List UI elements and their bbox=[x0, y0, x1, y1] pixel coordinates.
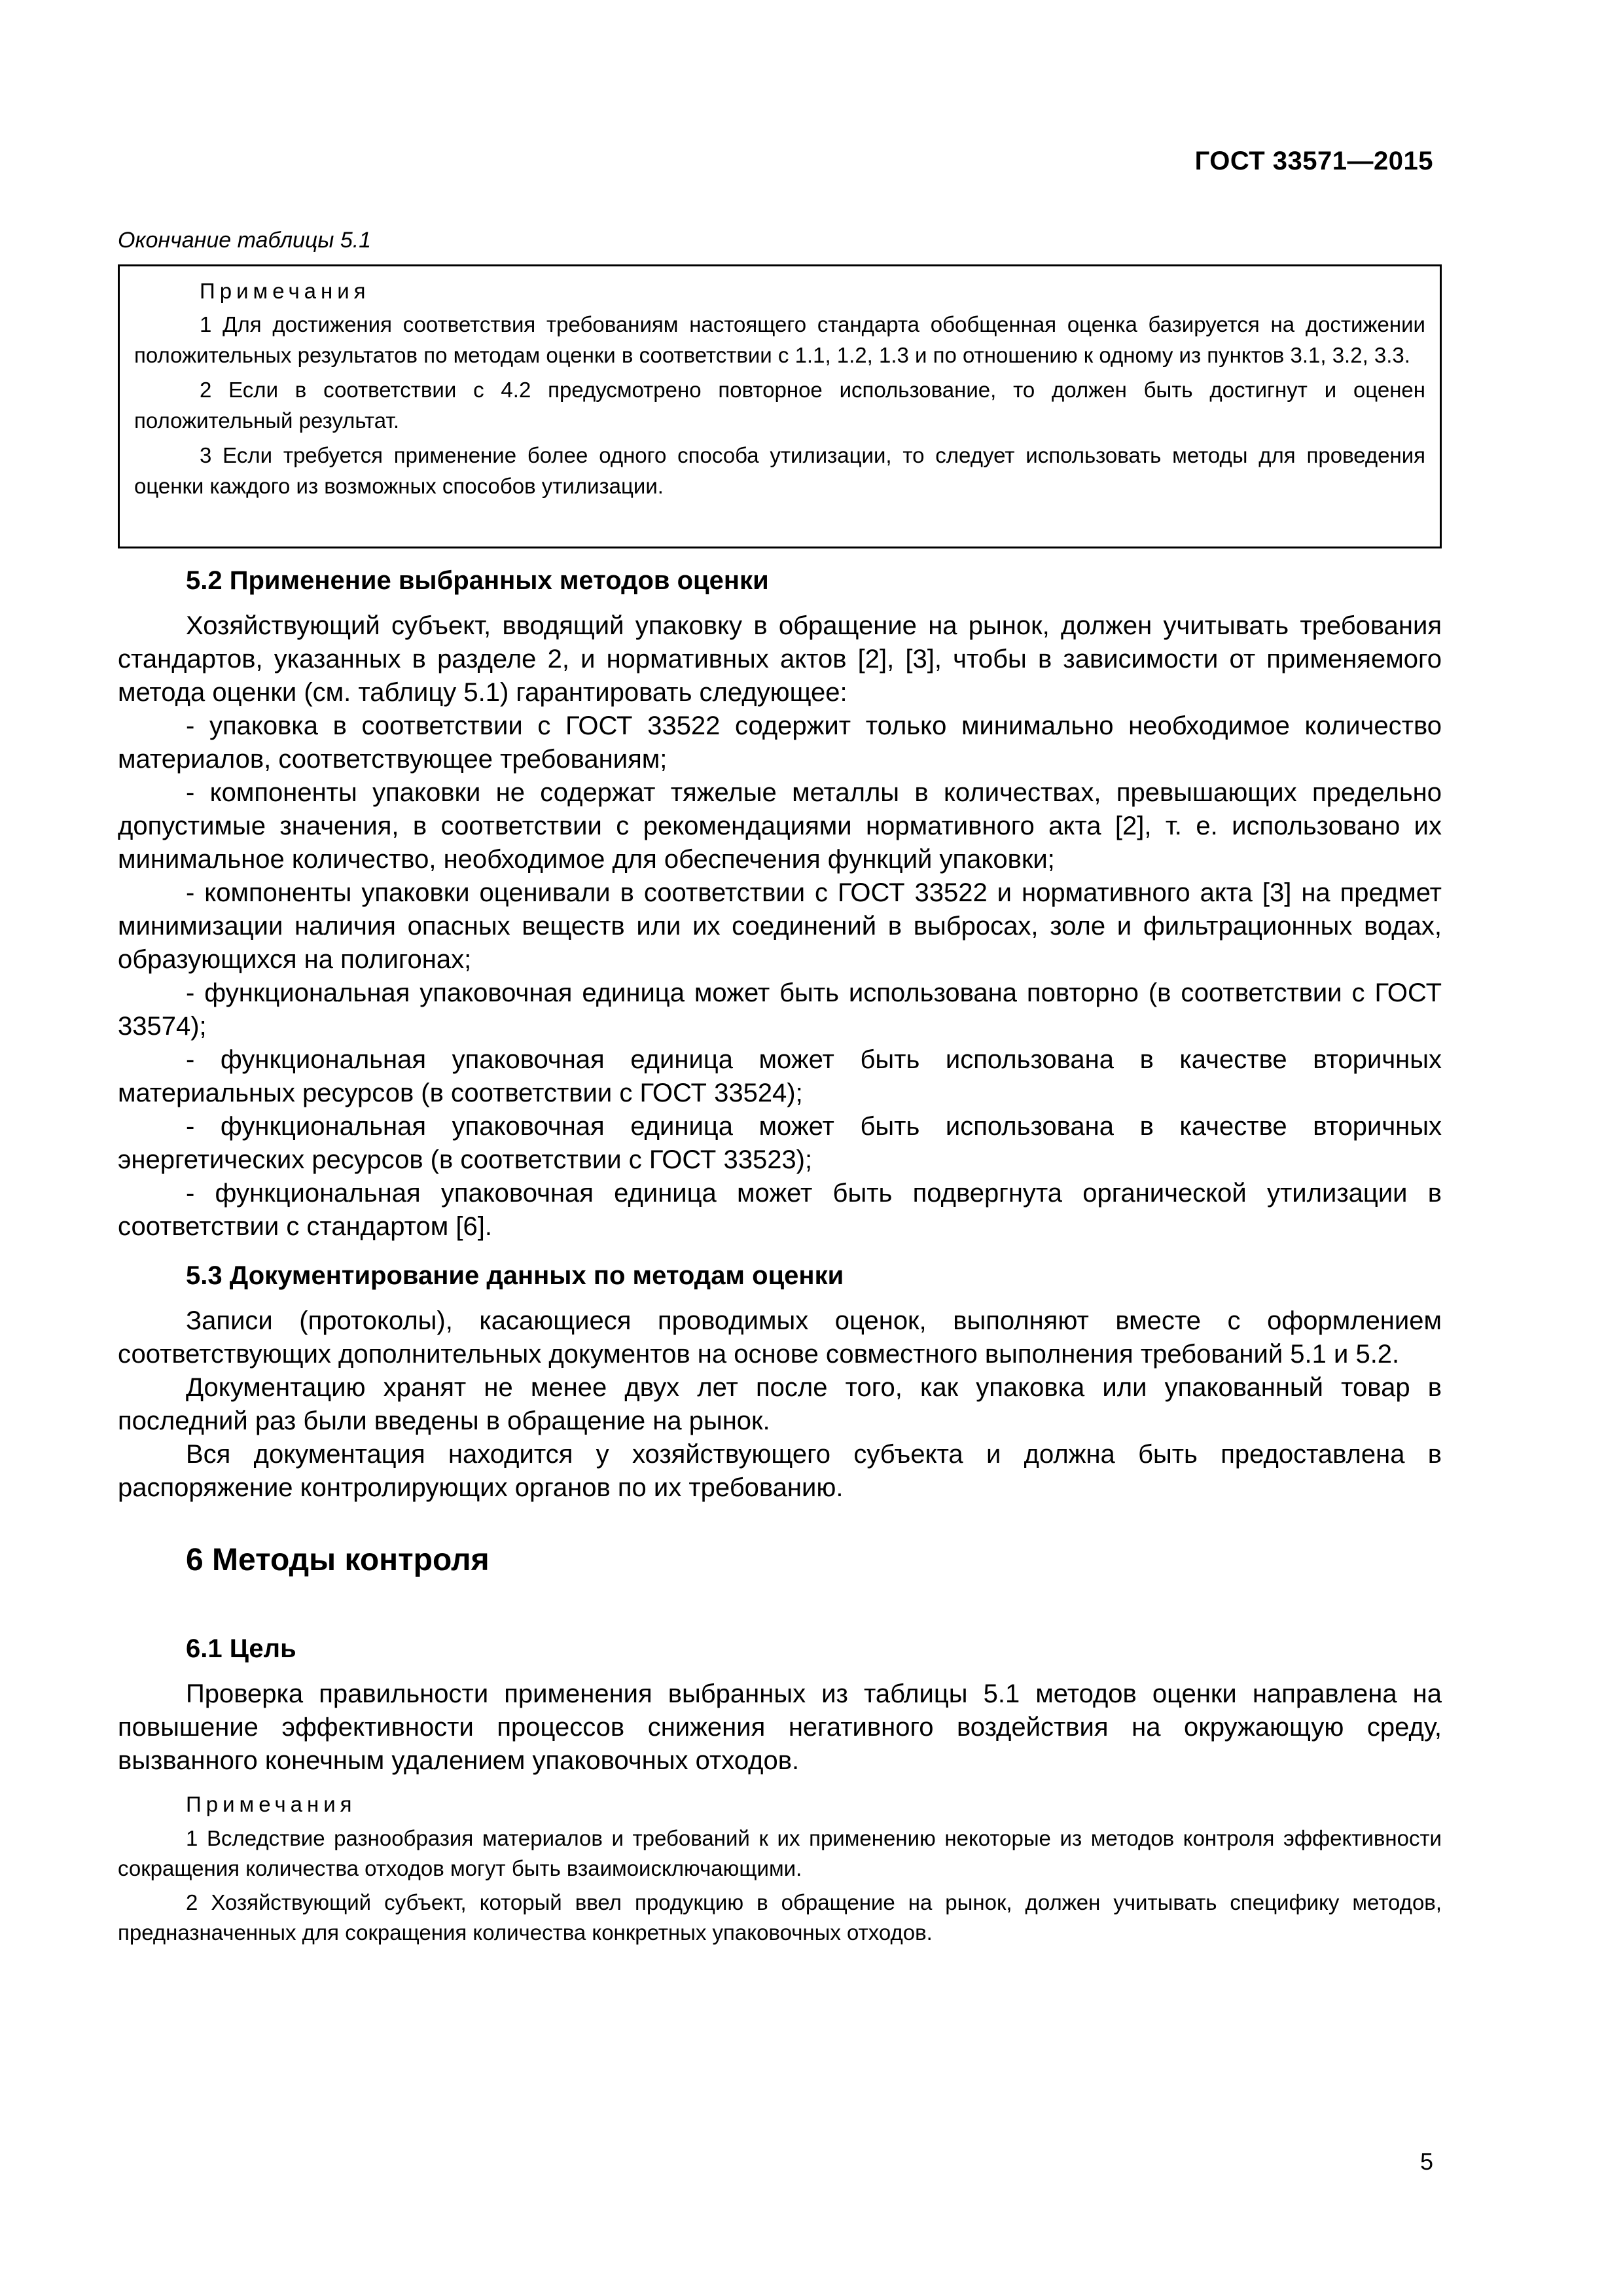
section-6-1-paragraph: Проверка правильности применения выбранных из таблицы 5.1 методов оценки направлена на повышение эффективности процессов снижения негативного воздействия на окружающую среду, вызванного конечным удалением упаковочных отходов. bbox=[118, 1679, 1442, 1775]
table-note-3: 3 Если требуется применение более одного способа утилизации, то следует использовать методы для проведения оценки каждого из возможных способов утилизации. bbox=[134, 443, 1425, 498]
section-6-1-note-1: 1 Вследствие разнообразия материалов и требований к их применению некоторые из методов контроля эффективности сокращения количества отходов могут быть взаимоисключающими. bbox=[118, 1826, 1442, 1880]
section-5-3-title: 5.3 Документирование данных по методам оценки bbox=[186, 1261, 844, 1290]
section-5-2-title: 5.2 Применение выбранных методов оценки bbox=[186, 566, 769, 595]
section-6-1-notes bbox=[118, 1789, 1442, 1948]
table-notes-box bbox=[118, 264, 1442, 548]
list-item-1: - упаковка в соответствии с ГОСТ 33522 содержит только минимально необходимое количество материалов, соответствующее требованиям; bbox=[118, 711, 1442, 774]
table-continuation-label: Окончание таблицы 5.1 bbox=[118, 228, 372, 253]
list-item-7: - функциональная упаковочная единица может быть подвергнута органической утилизации в соответствии с стандартом [6]. bbox=[118, 1179, 1442, 1241]
section-6-1-notes-heading: Примечания bbox=[186, 1792, 357, 1816]
list-item-5: - функциональная упаковочная единица может быть использована в качестве вторичных материальных ресурсов (в соответствии с ГОСТ 33524); bbox=[118, 1045, 1442, 1107]
section-6-1-note-2: 2 Хозяйствующий субъект, который ввел продукцию в обращение на рынок, должен учитывать специфику методов, предназначенных для сокращения количества конкретных упаковочных отходов. bbox=[118, 1890, 1442, 1945]
section-6-1-title: 6.1 Цель bbox=[186, 1634, 296, 1663]
list-item-2: - компоненты упаковки не содержат тяжелые металлы в количествах, превышающих предельно допустимые значения, в соответствии с рекомендациями нормативного акта [2], т. е. использовано их минимальное количество, необходимое для обеспечения функций упаковки; bbox=[118, 778, 1442, 874]
table-note-1: 1 Для достижения соответствия требованиям настоящего стандарта обобщенная оценка базируется на достижении положительных результатов по методам оценки в соответствии с 1.1, 1.2, 1.3 и по отношению к одному из пунктов 3.1, 3.2, 3.3. bbox=[134, 312, 1425, 367]
standard-number-header: ГОСТ 33571—2015 bbox=[1194, 147, 1433, 175]
section-6-1 bbox=[118, 1632, 1442, 1952]
section-5-3-paragraph-1: Записи (протоколы), касающиеся проводимых оценок, выполняют вместе с оформлением соответствующих дополнительных документов на основе совместного выполнения требований 5.1 и 5.2. bbox=[118, 1306, 1442, 1369]
table-notes-heading: Примечания bbox=[200, 279, 370, 303]
list-item-6: - функциональная упаковочная единица может быть использована в качестве вторичных энергетических ресурсов (в соответствии с ГОСТ 33523); bbox=[118, 1112, 1442, 1174]
section-6 bbox=[118, 1543, 1442, 1577]
section-5-3 bbox=[118, 1259, 1442, 1505]
list-item-3: - компоненты упаковки оценивали в соответствии с ГОСТ 33522 и нормативного акта [3] на предмет минимизации наличия опасных веществ или их соединений в выбросах, золе и фильтрационных водах, образующихся на полигонах; bbox=[118, 878, 1442, 974]
section-5-3-paragraph-2: Документацию хранят не менее двух лет после того, как упаковка или упакованный товар в последний раз были введены в обращение на рынок. bbox=[118, 1373, 1442, 1435]
list-item-4: - функциональная упаковочная единица может быть использована повторно (в соответствии с ГОСТ 33574); bbox=[118, 978, 1442, 1041]
section-5-2-intro: Хозяйствующий субъект, вводящий упаковку в обращение на рынок, должен учитывать требования стандартов, указанных в разделе 2, и нормативных актов [2], [3], чтобы в зависимости от применяемого метода оценки (см. таблицу 5.1) гарантировать следующее: bbox=[118, 611, 1442, 707]
table-note-2: 2 Если в соответствии с 4.2 предусмотрено повторное использование, то должен быть достигнут и оценен положительный результат. bbox=[134, 378, 1425, 433]
section-5-2 bbox=[118, 564, 1442, 1244]
section-6-title: 6 Методы контроля bbox=[186, 1543, 490, 1577]
section-5-3-paragraph-3: Вся документация находится у хозяйствующего субъекта и должна быть предоставлена в распоряжение контролирующих органов по их требованию. bbox=[118, 1440, 1442, 1502]
page-number: 5 bbox=[1419, 2148, 1433, 2175]
